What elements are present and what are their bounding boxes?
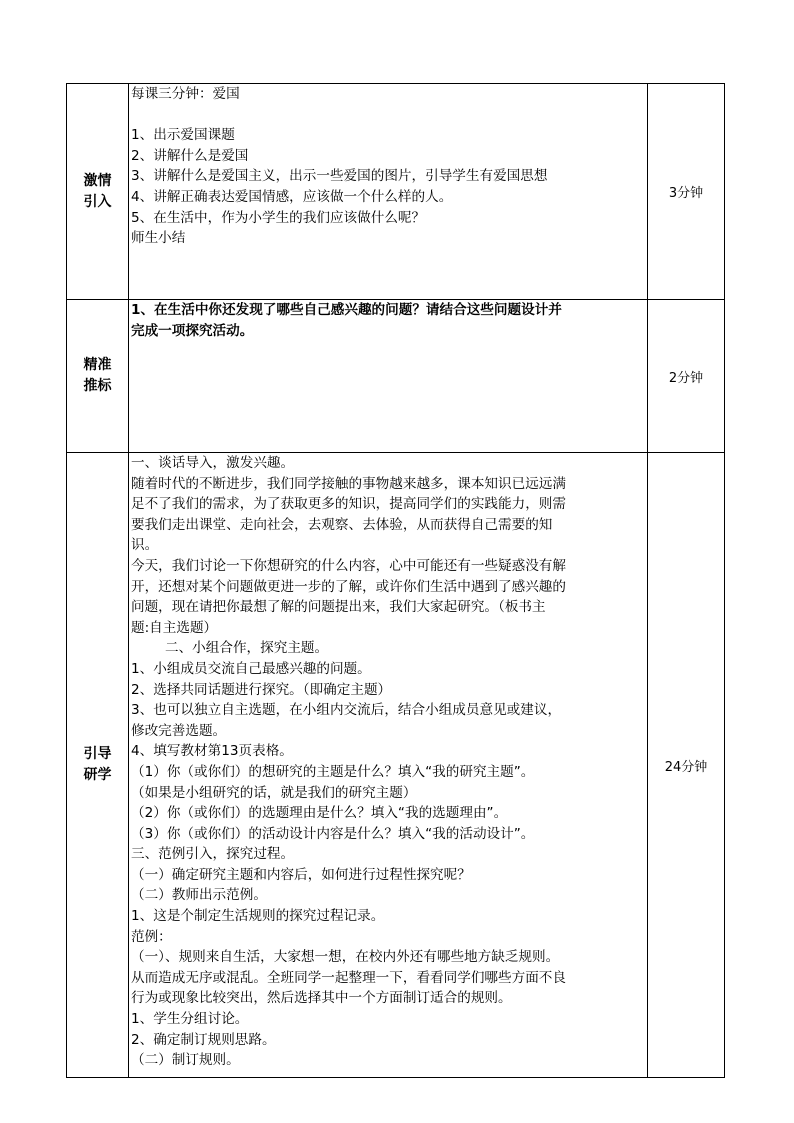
label-line: 推标 (83, 378, 112, 394)
content-line: （2）你（或你们）的选题理由是什么？填入“我的选题理由”。 (131, 805, 508, 822)
row-guide (67, 453, 725, 1078)
content-line: 4、填写教材第13页表格。 (131, 743, 293, 760)
content-line: 识。 (131, 537, 159, 554)
row-time: 24分钟 (648, 453, 725, 1078)
content-line: 3、讲解什么是爱国主义，出示一些爱国的图片，引导学生有爱国思想 (131, 168, 548, 185)
content-line: 4、讲解正确表达爱国情感，应该做一个什么样的人。 (131, 188, 453, 205)
row-content (129, 453, 648, 1078)
label-line: 引导 (83, 746, 112, 762)
content-line: 一、谈话导入，激发兴趣。 (131, 455, 295, 471)
content-line: 1、小组成员交流自己最感兴趣的问题。 (131, 660, 371, 677)
content-line: 问题，现在请把你最想了解的问题提出来，我们大家起研究。（板书主 (131, 599, 546, 616)
content-line: 行为或现象比较突出，然后选择其中一个方面制订适合的规则。 (131, 990, 512, 1007)
content-line: 开，还想对某个问题做更进一步的了解，或许你们生活中遇到了感兴趣的 (131, 578, 566, 595)
content-line: （3）你（或你们）的活动设计内容是什么？填入“我的活动设计”。 (131, 825, 535, 842)
content-line: （如果是小组研究的话，就是我们的研究主题） (131, 784, 417, 801)
content-line: 1、学生分组讨论。 (131, 1011, 249, 1028)
label-line: 引入 (83, 193, 112, 210)
content-line: 5、在生活中，作为小学生的我们应该做什么呢？ (131, 209, 426, 226)
row-time: 3分钟 (648, 84, 725, 300)
row-target (67, 300, 725, 453)
content-line: 1、这是个制定生活规则的探究过程记录。 (131, 908, 385, 925)
label-line: 激情 (83, 172, 112, 189)
content-line: 修改完善选题。 (131, 722, 227, 739)
label-line: 精准 (83, 357, 112, 373)
content-line: （一）、规则来自生活，大家想一想，在校内外还有哪些地方缺乏规则。 (131, 949, 560, 966)
content-line: （二）教师出示范例。 (131, 887, 267, 904)
content-line: 完成一项探究活动。 (131, 322, 254, 339)
content-line: （二）制订规则。 (131, 1052, 240, 1069)
content-line: 2、确定制订规则思路。 (131, 1031, 276, 1048)
content-line: 今天，我们讨论一下你想研究的什么内容，心中可能还有一些疑惑没有解 (131, 557, 566, 574)
content-line: 3、也可以独立自主选题，在小组内交流后，结合小组成员意见或建议， (131, 702, 562, 719)
row-label (67, 300, 129, 453)
content-line: 二、小组合作，探究主题。 (165, 640, 329, 657)
content-line: 要我们走出课堂、走向社会，去观察、去体验，从而获得自己需要的知 (131, 516, 553, 533)
content-line: 范例： (131, 928, 172, 945)
row-time: 2分钟 (648, 300, 725, 453)
content-line: 1、出示爱国课题 (131, 127, 235, 144)
content-line: （1）你（或你们）的想研究的主题是什么？填入“我的研究主题”。 (131, 763, 535, 780)
content-line: 三、范例引入，探究过程。 (131, 846, 295, 863)
row-label (67, 453, 129, 1078)
content-line: 师生小结 (131, 230, 186, 247)
row-label (67, 84, 129, 300)
content-line: （一）确定研究主题和内容后，如何进行过程性探究呢？ (131, 866, 471, 883)
content-line: 题:自主选题） (131, 619, 218, 636)
row-content (129, 84, 648, 300)
content-line: 每课三分钟：爱国 (131, 86, 240, 102)
content-line: 2、选择共同话题进行探究。（即确定主题） (131, 681, 392, 698)
content-line: 从而造成无序或混乱。全班同学一起整理一下，看看同学们哪些方面不良 (131, 969, 566, 986)
content-line: 1、在生活中你还发现了哪些自己感兴趣的问题？请结合这些问题设计并 (131, 302, 562, 318)
row-intro (67, 84, 725, 300)
content-line: 随着时代的不断进步，我们同学接触的事物越来越多，课本知识已远远满 (131, 475, 566, 492)
row-content (129, 300, 648, 453)
content-line: 2、讲解什么是爱国 (131, 147, 249, 164)
content-line: 足不了我们的需求，为了获取更多的知识，提高同学们的实践能力，则需 (131, 496, 566, 513)
content-line (131, 105, 645, 126)
lesson-plan-table (66, 83, 725, 1078)
label-line: 研学 (83, 767, 112, 783)
